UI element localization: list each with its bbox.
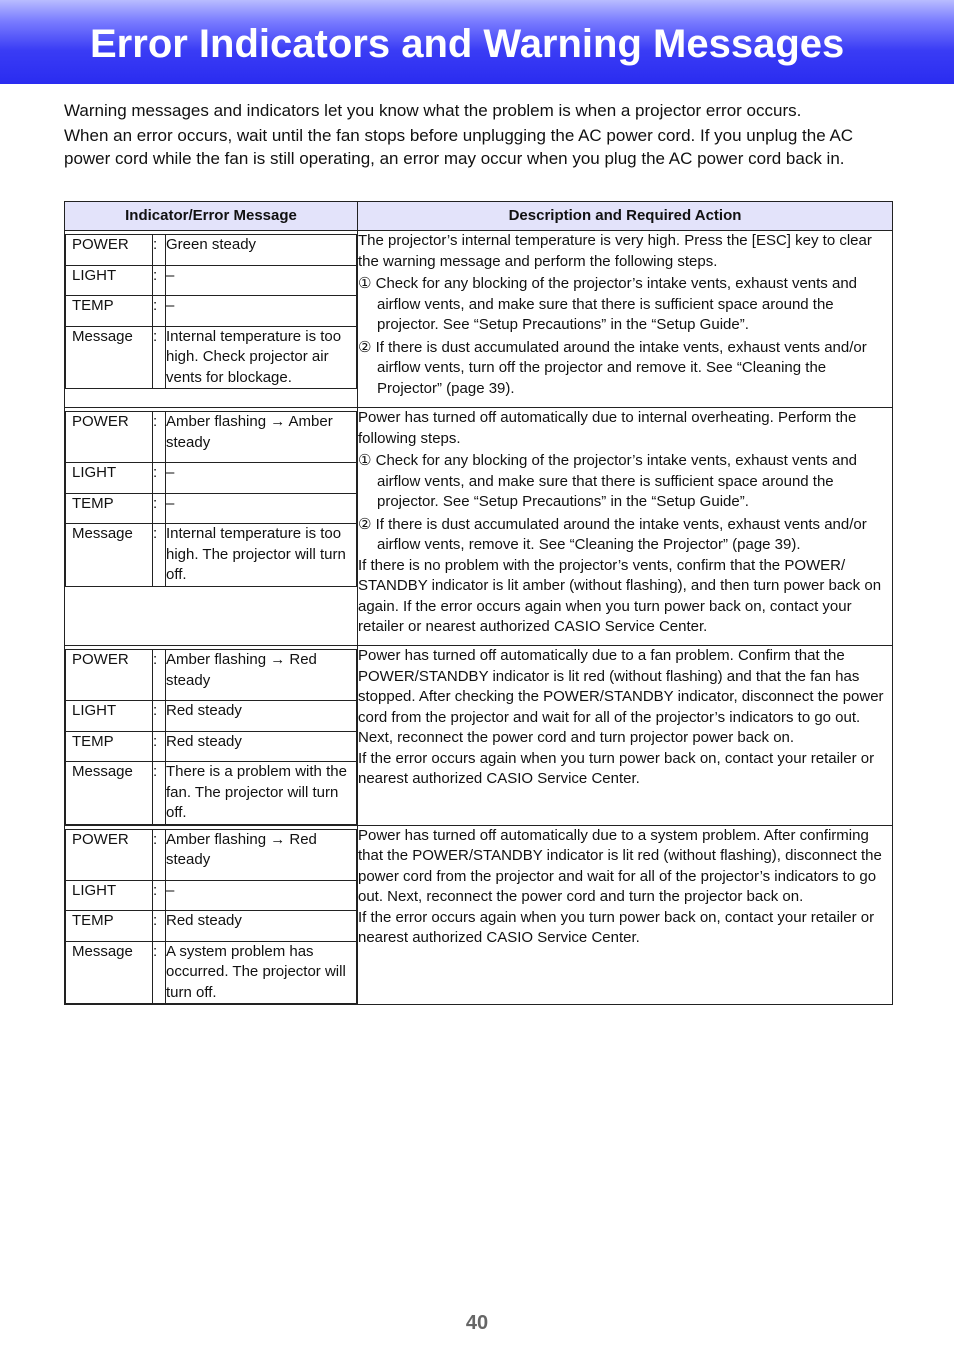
- temp-label: TEMP: [66, 493, 153, 524]
- colon: :: [153, 650, 166, 701]
- intro-text: [64, 99, 894, 172]
- message-value: Internal temperature is too high. Check projector air vents for blockage.: [166, 326, 357, 389]
- light-label: LIGHT: [66, 265, 153, 296]
- temp-value: Red steady: [166, 911, 357, 942]
- colon: :: [153, 412, 166, 463]
- power-value: Amber flashing → Red steady: [166, 650, 357, 701]
- description-cell: [358, 408, 893, 646]
- message-value: A system problem has occurred. The projector will turn off.: [166, 941, 357, 1004]
- power-label: POWER: [66, 829, 153, 880]
- description-cell: [358, 646, 893, 826]
- indicator-cell: [65, 231, 358, 408]
- description-cell: [358, 231, 893, 408]
- colon: :: [153, 829, 166, 880]
- power-value: Green steady: [166, 235, 357, 266]
- indicator-list: [65, 234, 357, 389]
- light-value: –: [166, 265, 357, 296]
- message-value: Internal temperature is too high. The projector will turn off.: [166, 524, 357, 587]
- intro-paragraph-2: When an error occurs, wait until the fan stops before unplugging the AC power cord. If you unplug the AC power cord while the fan is still operating, an error may occur when you plug the AC power cord back in.: [64, 126, 854, 168]
- temp-label: TEMP: [66, 911, 153, 942]
- description-step-1: ① Check for any blocking of the projector’s intake vents, exhaust vents and airflow vents, and make sure that there is sufficient space around the projector. See “Setup Precautions” in the “Setup Guide”.: [358, 452, 857, 510]
- light-label: LIGHT: [66, 880, 153, 911]
- page-title: Error Indicators and Warning Messages: [90, 22, 845, 66]
- power-value: Amber flashing → Amber steady: [166, 412, 357, 463]
- message-label: Message: [66, 762, 153, 825]
- colon: :: [153, 524, 166, 587]
- column-header-description: Description and Required Action: [358, 202, 893, 231]
- indicator-cell: [65, 825, 358, 1005]
- description-intro: Power has turned off automatically due to internal overheating. Perform the following steps.: [358, 409, 857, 447]
- description-step-1: ① Check for any blocking of the projector’s intake vents, exhaust vents and airflow vents, and make sure that there is sufficient space around the projector. See “Setup Precautions” in the “Setup Guide”.: [358, 275, 857, 333]
- power-value: Amber flashing → Red steady: [166, 829, 357, 880]
- message-label: Message: [66, 941, 153, 1004]
- colon: :: [153, 326, 166, 389]
- temp-value: –: [166, 493, 357, 524]
- table-row: [65, 231, 893, 408]
- table-header-row: [65, 202, 893, 231]
- temp-value: –: [166, 296, 357, 327]
- light-value: –: [166, 880, 357, 911]
- light-label: LIGHT: [66, 463, 153, 494]
- description-end: If the error occurs again when you turn power back on, contact your retailer or nearest authorized CASIO Service Center.: [358, 908, 875, 946]
- colon: :: [153, 880, 166, 911]
- message-label: Message: [66, 524, 153, 587]
- table-row: [65, 646, 893, 826]
- error-indicator-table: [64, 201, 893, 1005]
- colon: :: [153, 493, 166, 524]
- description-end: If the error occurs again when you turn power back on, contact your retailer or nearest authorized CASIO Service Center.: [358, 749, 875, 787]
- description-cell: [358, 825, 893, 1005]
- table-row: [65, 408, 893, 646]
- indicator-cell: [65, 408, 358, 646]
- table-row: [65, 825, 893, 1005]
- indicator-list: [65, 829, 357, 1005]
- column-header-indicator: Indicator/Error Message: [65, 202, 358, 231]
- description-intro: Power has turned off automatically due to a fan problem. Confirm that the POWER/STANDBY indicator is lit red (without flashing) and that the fan has stopped. After checking the POWER/STANDBY indicator, disconnect the power cord from the projector and wait for all of the projector’s indicators to go out. Next, reconnect the power cord and turn projector power back on.: [358, 647, 884, 746]
- colon: :: [153, 463, 166, 494]
- page-number: 40: [465, 1312, 489, 1334]
- light-value: –: [166, 463, 357, 494]
- colon: :: [153, 296, 166, 327]
- light-value: Red steady: [166, 701, 357, 732]
- message-value: There is a problem with the fan. The projector will turn off.: [166, 762, 357, 825]
- description-intro: Power has turned off automatically due to a system problem. After confirming that the POWER/STANDBY indicator is lit red (without flashing), disconnect the power cord from the projector and wait for all of the projector’s indicators to go out. Next, reconnect the power cord and turn the projector back on.: [358, 826, 882, 905]
- colon: :: [153, 911, 166, 942]
- description-end: If there is no problem with the projector’s vents, confirm that the POWER/ STANDBY indicator is lit amber (without flashing), and then turn power back on again. If the error occurs again when you turn power back on, contact your retailer or nearest authorized CASIO Service Center.: [358, 556, 882, 635]
- light-label: LIGHT: [66, 701, 153, 732]
- colon: :: [153, 701, 166, 732]
- power-label: POWER: [66, 235, 153, 266]
- colon: :: [153, 941, 166, 1004]
- temp-label: TEMP: [66, 296, 153, 327]
- description-step-2: ② If there is dust accumulated around the intake vents, exhaust vents and/or airflow vents, remove it. See “Cleaning the Projector” (page 39).: [358, 515, 867, 553]
- message-label: Message: [66, 326, 153, 389]
- power-label: POWER: [66, 412, 153, 463]
- temp-value: Red steady: [166, 731, 357, 762]
- indicator-list: [65, 649, 357, 825]
- colon: :: [153, 265, 166, 296]
- colon: :: [153, 235, 166, 266]
- colon: :: [153, 762, 166, 825]
- temp-label: TEMP: [66, 731, 153, 762]
- description-step-2: ② If there is dust accumulated around the intake vents, exhaust vents and/or airflow vents, turn off the projector and remove it. See “Cleaning the Projector” (page 39).: [358, 338, 867, 397]
- intro-paragraph-1: Warning messages and indicators let you know what the problem is when a projector error occurs.: [64, 101, 802, 120]
- indicator-list: [65, 411, 357, 587]
- description-intro: The projector’s internal temperature is very high. Press the [ESC] key to clear the warning message and perform the following steps.: [358, 232, 872, 270]
- colon: :: [153, 731, 166, 762]
- power-label: POWER: [66, 650, 153, 701]
- indicator-cell: [65, 646, 358, 826]
- page-header: [0, 0, 954, 84]
